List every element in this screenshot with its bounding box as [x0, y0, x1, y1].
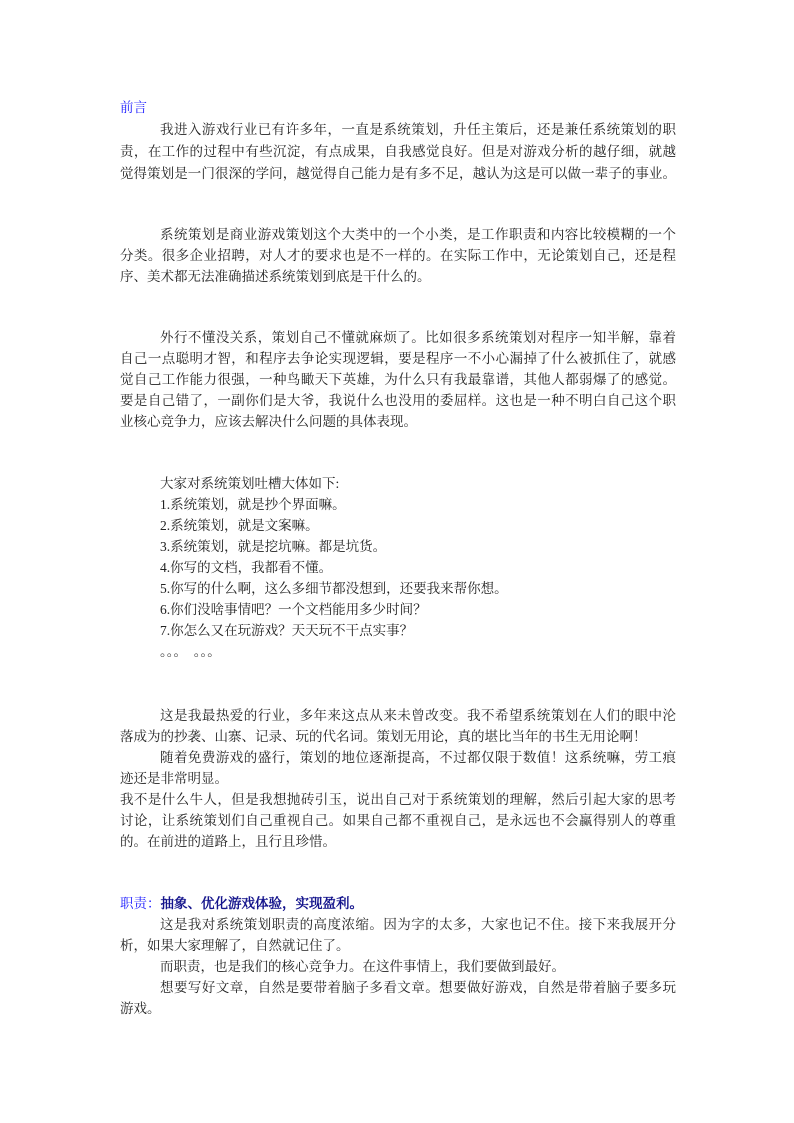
paragraph-line: 这是我对系统策划职责的高度浓缩。因为字的太多，大家也记不住。接下来我展开分: [160, 917, 676, 932]
paragraph-line: 序、美术都无法准确描述系统策划到底是干什么的。: [120, 269, 431, 284]
paragraph-line: 外行不懂没关系，策划自己不懂就麻烦了。比如很多系统策划对程序一知半解，靠着: [160, 330, 676, 345]
paragraph-line: 而职责，也是我们的核心竞争力。在这件事情上，我们要做到最好。: [160, 959, 565, 974]
preface-heading: 前言: [120, 100, 147, 115]
paragraph-line: 责，在工作的过程中有些沉淀，有点成果，自我感觉良好。但是对游戏分析的越仔细，就越: [120, 144, 676, 159]
paragraph-line: 业核心竞争力，应该去解决什么问题的具体表现。: [120, 414, 417, 429]
complaints-list: [120, 473, 676, 662]
paragraph-line: 析，如果大家理解了，自然就记住了。: [120, 938, 350, 953]
list-item: 4.你写的文档，我都看不懂。: [160, 560, 333, 575]
paragraph-line: 自己一点聪明才智，和程序去争论实现逻辑，要是程序一不小心漏掉了什么被抓住了，就感: [120, 351, 676, 366]
paragraph-line: 系统策划是商业游戏策划这个大类中的一个小类，是工作职责和内容比较模糊的一个: [160, 227, 676, 242]
duty-summary: 抽象、优化游戏体验，实现盈利。: [160, 896, 363, 911]
list-item: 3.系统策划，就是挖坑嘛。都是坑货。: [160, 539, 387, 554]
paragraph-line: 这是我最热爱的行业，多年来这点从来未曾改变。我不希望系统策划在人们的眼中沦: [160, 708, 676, 723]
paragraph-line: 分类。很多企业招聘，对人才的要求也是不一样的。在实际工作中，无论策划自己，还是程: [120, 248, 676, 263]
list-item: 2.系统策划，就是文案嘛。: [160, 518, 319, 533]
paragraph-line: 觉自己工作能力很强，一种鸟瞰天下英雄，为什么只有我最靠谱，其他人都弱爆了的感觉。: [120, 372, 676, 387]
paragraph-line: 觉得策划是一门很深的学问，越觉得自己能力是有多不足，越认为这是可以做一辈子的事业。: [120, 166, 676, 181]
definition-paragraph: [120, 224, 676, 287]
complaints-intro: 大家对系统策划吐槽大体如下:: [160, 476, 340, 491]
paragraph-line: 想要写好文章，自然是要带着脑子多看文章。想要做好游戏，自然是带着脑子要多玩: [160, 980, 676, 995]
duty-label: 职责：: [120, 896, 161, 911]
passion-paragraph: [120, 705, 676, 852]
list-item: 6.你们没啥事情吧？一个文档能用多少时间？: [160, 602, 427, 617]
list-item: 7.你怎么又在玩游戏？天天玩不干点实事？: [160, 623, 414, 638]
paragraph-line: 讨论，让系统策划们自己重视自己。如果自己都不重视自己，是永远也不会赢得别人的尊重: [120, 813, 676, 828]
duty-section: [120, 893, 676, 1019]
duty-heading: [120, 893, 676, 914]
misunderstanding-paragraph: [120, 327, 676, 432]
paragraph-line: 要是自己错了，一副你们是大爷，我说什么也没用的委屈样。这也是一种不明白自己这个职: [120, 393, 676, 408]
preface-section: [120, 97, 676, 185]
paragraph-line: 游戏。: [120, 1001, 161, 1016]
paragraph-line: 我不是什么牛人，但是我想抛砖引玉，说出自己对于系统策划的理解，然后引起大家的思考: [120, 792, 676, 807]
list-item: 5.你写的什么啊，这么多细节都没想到，还要我来帮你想。: [160, 581, 508, 596]
paragraph-line: 随着免费游戏的盛行，策划的地位逐渐提高，不过都仅限于数值！这系统嘛，劳工痕: [160, 750, 676, 765]
paragraph-line: 迹还是非常明显。: [120, 771, 228, 786]
paragraph-line: 落成为的抄袭、山寨、记录、玩的代名词。策划无用论，真的堪比当年的书生无用论啊！: [120, 729, 647, 744]
list-item: 1.系统策划，就是抄个界面嘛。: [160, 497, 346, 512]
paragraph-line: 我进入游戏行业已有许多年，一直是系统策划，升任主策后，还是兼任系统策划的职: [160, 122, 676, 137]
paragraph-line: 的。在前进的道路上，且行且珍惜。: [120, 834, 336, 849]
list-ellipsis: 。。。 。。。: [160, 644, 221, 659]
